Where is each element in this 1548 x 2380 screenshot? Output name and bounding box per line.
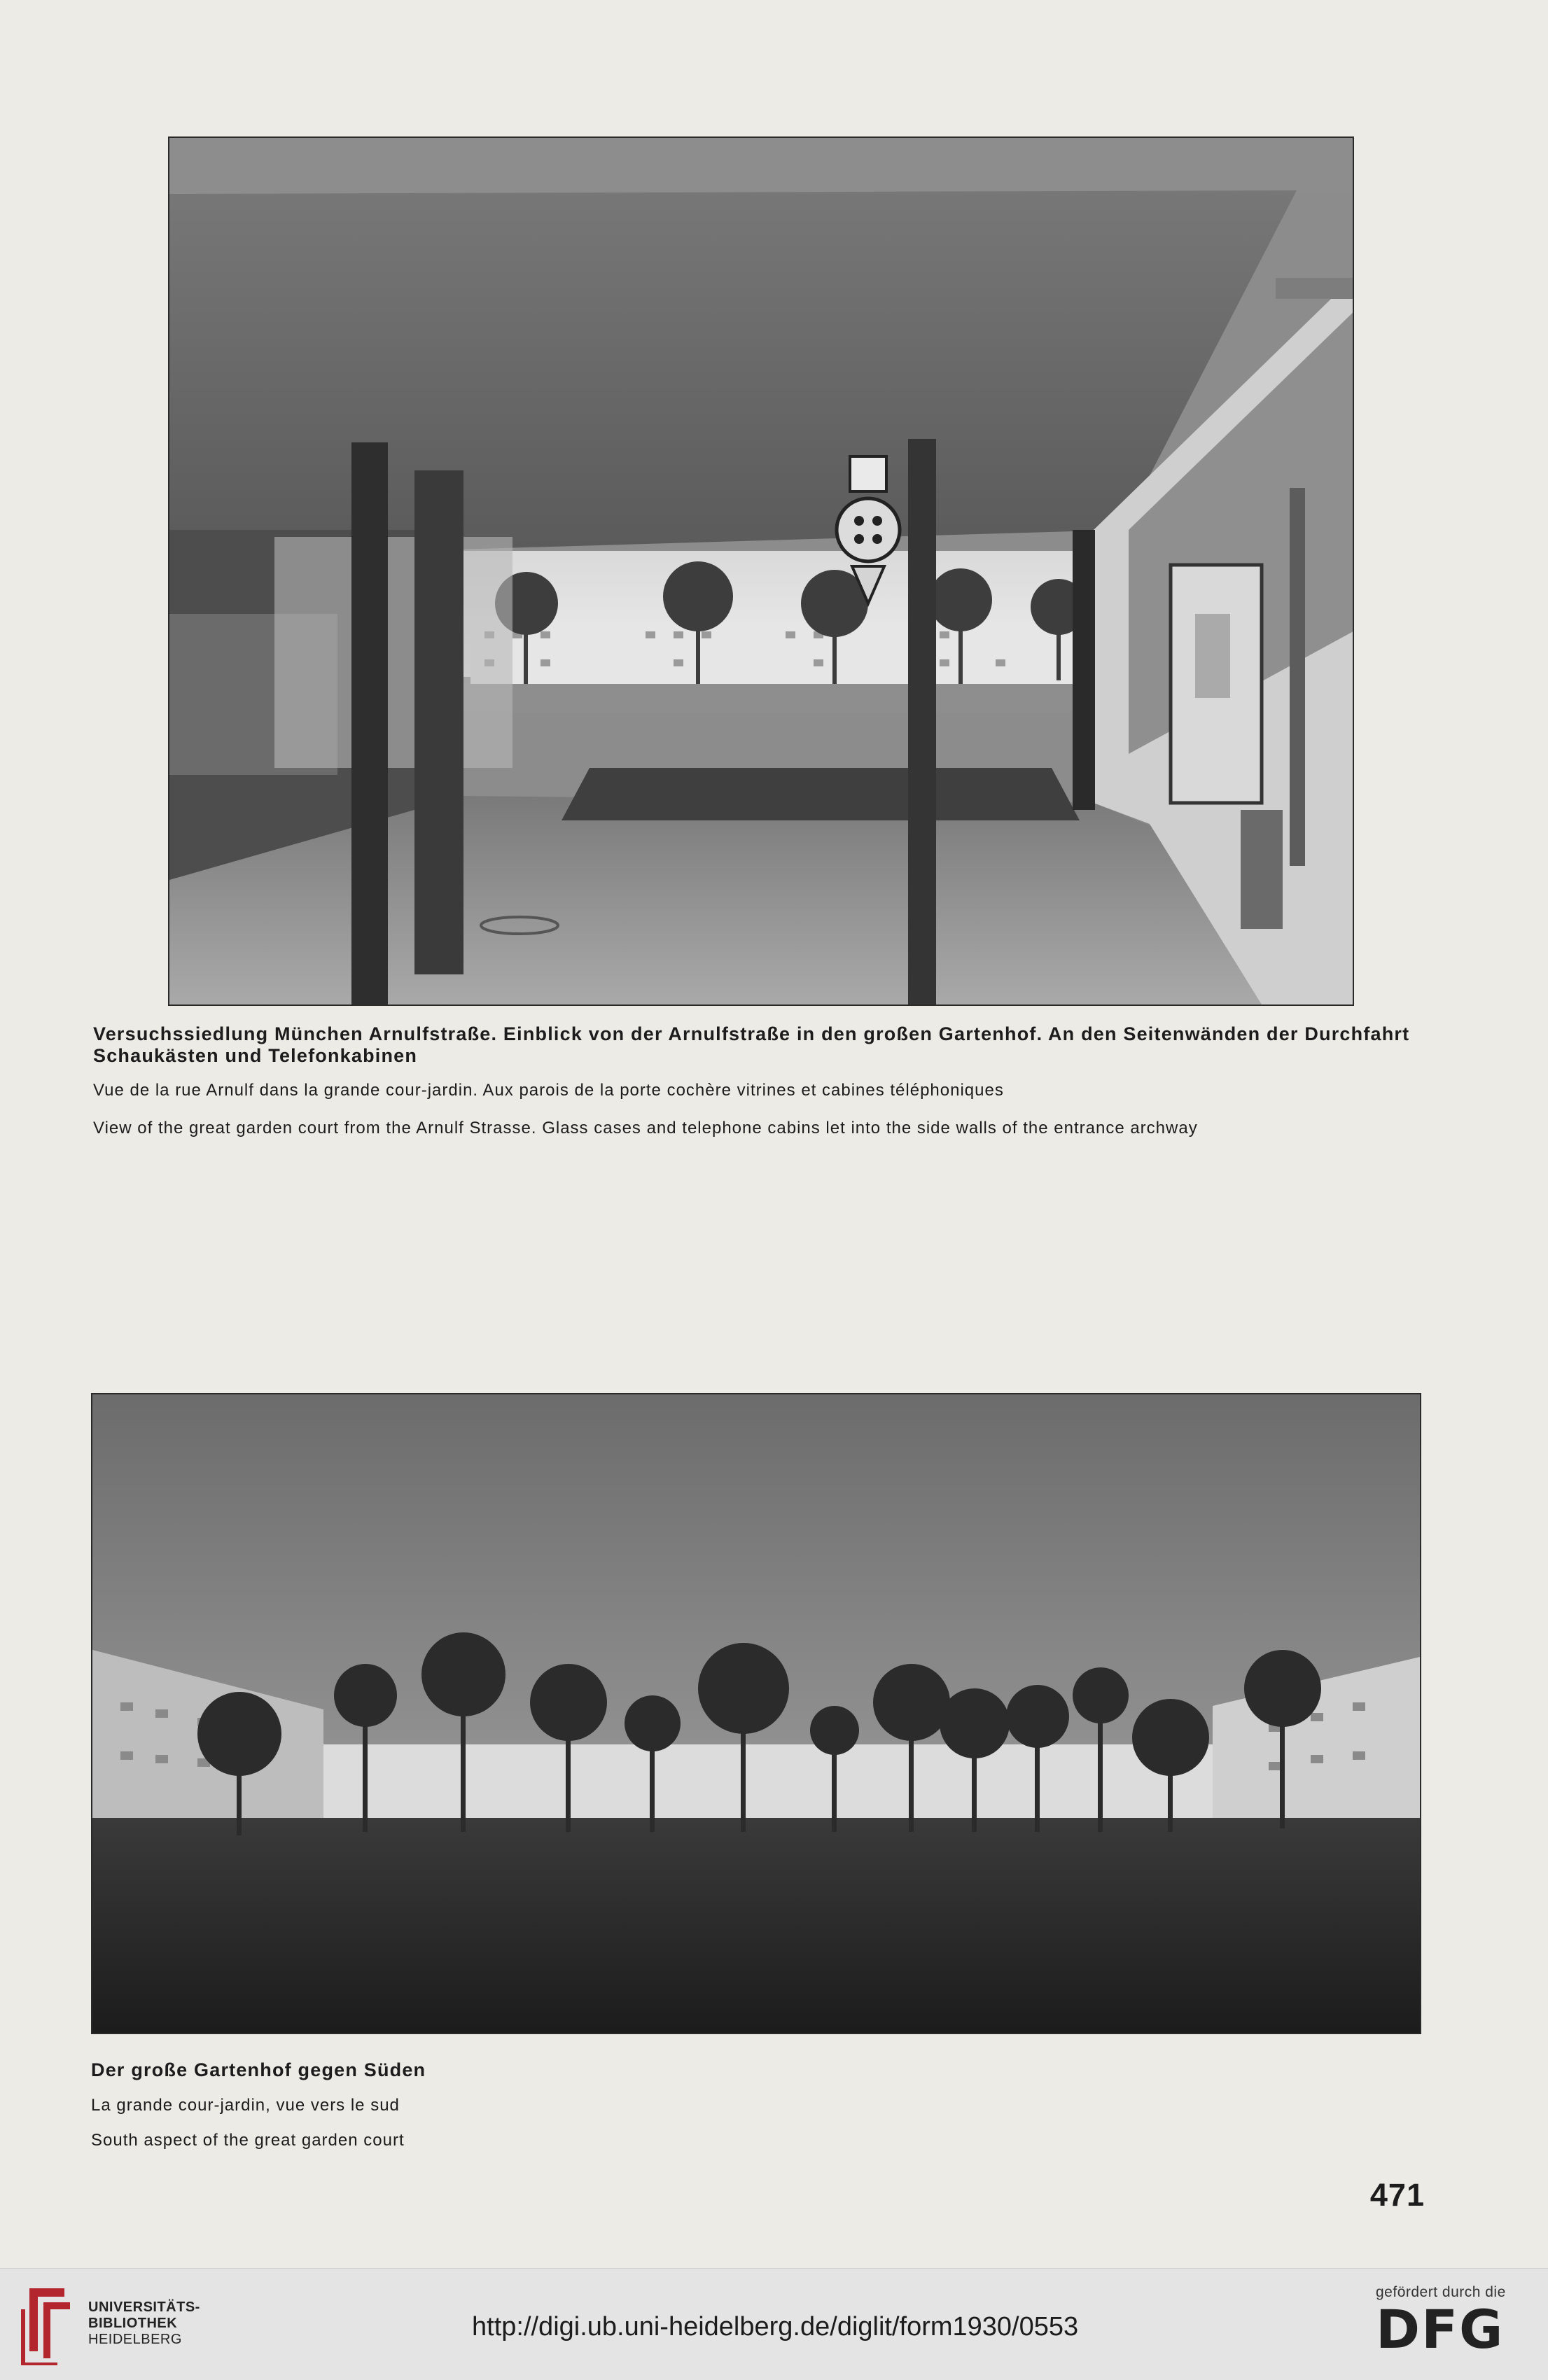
dfg-logo: DFG — [1376, 2298, 1505, 2360]
funding-text: gefördert durch die — [1376, 2284, 1506, 2300]
caption-photo-1 — [93, 1023, 1444, 1138]
library-name-line1: UNIVERSITÄTS- — [88, 2300, 200, 2315]
caption-2-german: Der große Gartenhof gegen Süden — [91, 2059, 426, 2080]
permalink-url[interactable]: http://digi.ub.uni-heidelberg.de/diglit/form1930/0553 — [472, 2312, 1079, 2342]
university-library-logo-icon — [15, 2281, 78, 2365]
photo-archway-view — [168, 136, 1354, 1006]
funding-notice — [1376, 2284, 1537, 2360]
library-name — [88, 2300, 200, 2348]
caption-2-english: South aspect of the great garden court — [91, 2131, 405, 2150]
page-number: 471 — [1369, 2177, 1425, 2213]
library-name-line2: BIBLIOTHEK — [88, 2316, 178, 2331]
caption-1-english: View of the great garden court from the Arnulf Strasse. Glass cases and telephone cabins let into the side walls of the entrance archway — [93, 1119, 1198, 1138]
caption-2-french: La grande cour-jardin, vue vers le sud — [91, 2096, 400, 2115]
caption-1-german: Versuchssiedlung München Arnulfstraße. Einblick von der Arnulfstraße in den großen Gartenhof. An den Seitenwänden der Durchfahrt Schaukästen und Telefonkabinen — [93, 1023, 1410, 1066]
photo-garden-court — [91, 1393, 1421, 2034]
digitization-footer — [0, 2268, 1548, 2380]
library-name-line3: HEIDELBERG — [88, 2332, 182, 2347]
caption-photo-2 — [91, 2059, 721, 2150]
caption-1-french: Vue de la rue Arnulf dans la grande cour-jardin. Aux parois de la porte cochère vitrines et cabines téléphoniques — [93, 1081, 1004, 1100]
